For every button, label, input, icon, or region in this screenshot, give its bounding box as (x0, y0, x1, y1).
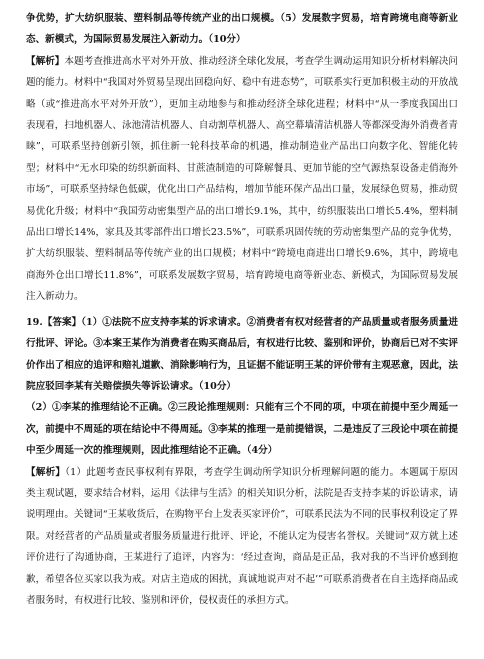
analysis-paragraph-2 (26, 462, 458, 612)
analysis-text: 本题考查推进高水平对外开放、推动经济全球化发展，考查学生调动运用知识分析材料解决问题的能力。材料中“我国对外贸易呈现出回稳向好、稳中有进态势”，可联系实行更加积极主动的开放战略（或“推进高水平对外开放”），更加主动地参与和推动经济全球化进程；材料中“从一季度我国出口表现看，扫地机器人、泳池清洁机器人、自动割草机器人、高空幕墙清洁机器人等都深受海外消费者青睐”，可联系坚持创新引领，抓住新一轮科技革命的机遇，推动制造业产品出口向数字化、智能化转型；材料中“无水印染的纺织新面料、甘蔗渣制造的可降解餐具、更加节能的空气源热泵设备走俏海外市场”，可联系坚持绿色低碳，优化出口产品结构，增加节能环保产品出口量，发展绿色贸易，推动贸易优化升级；材料中“我国劳动密集型产品的出口增长9.1%，其中，纺织服装出口增长5.4%，塑料制品出口增长14%，家具及其零部件出口增长23.5%”，可联系巩固传统的劳动密集型产品的竞争优势，扩大纺织服装、塑料制品等传统产业的出口规模；材料中“跨境电商进出口增长9.6%，其中，跨境电商海外仓出口增长11.8%”，可联系发展数字贸易，培育跨境电商等新业态、新模式，为国际贸易发展注入新动力。 (26, 55, 459, 303)
question-number: 19. (26, 316, 43, 328)
analysis-paragraph-1 (26, 51, 458, 308)
answer-tag: 【答案】 (42, 316, 82, 328)
analysis-tag: 【解析】 (26, 55, 65, 67)
question-19-answer-part2: （2）①李某的推理结论不正确。②三段论推理规则：只能有三个不同的项，中项在前提中至少周延一次，前提中不周延的项在结论中不得周延。③李某的推理一是前提错误，二是违反了三段论中项在前提中至少周延一次的推理规则，因此推理结论不正确。（4分） (26, 402, 458, 457)
analysis-tag-2: 【解析】 (26, 466, 66, 478)
analysis-text-2: （1）此题考查民事权利有界限，考查学生调动所学知识分析理解问题的能力。本题属于原因类主观试题，要求结合材料，运用《法律与生活》的相关知识分析，法院是否支持李某的诉讼请求，请说明理由。关键词“王某收货后，在购物平台上发表买家评价”，可联系民法为不同的民事权利设定了界限。对经营者的产品质量或者服务质量进行批评、评论，不能认定为侵害名誉权。关键词“双方就上述评价进行了沟通协商，王某进行了追评，内容为：‘经过查询，商品是正品，我对我的不当评价感到抱歉，希望各位买家以我为戒。对店主造成的困扰，真诚地说声对不起’”可联系消费者在自主选择商品或者服务时，有权进行比较、鉴别和评价，侵权责任的承担方式。 (26, 466, 458, 606)
question-19-answer-part1 (26, 312, 458, 398)
answer-part1-text: （1）①法院不应支持李某的诉求请求。②消费者有权对经营者的产品质量或者服务质量进行批评、评论。③本案王某作为消费者在购买商品后，有权进行比较、鉴别和评价，协商后已对不实评价作出了相应的追评和赔礼道歉、消除影响行为，且证据不能证明王某的评价带有主观恶意，因此，法院应驳回李某有关赔偿损失等诉讼请求。（10分） (26, 316, 459, 392)
answer-tail-paragraph: 争优势，扩大纺织服装、塑料制品等传统产业的出口规模。（5）发展数字贸易，培育跨境电商等新业态、新模式，为国际贸易发展注入新动力。（10分） (26, 13, 458, 46)
